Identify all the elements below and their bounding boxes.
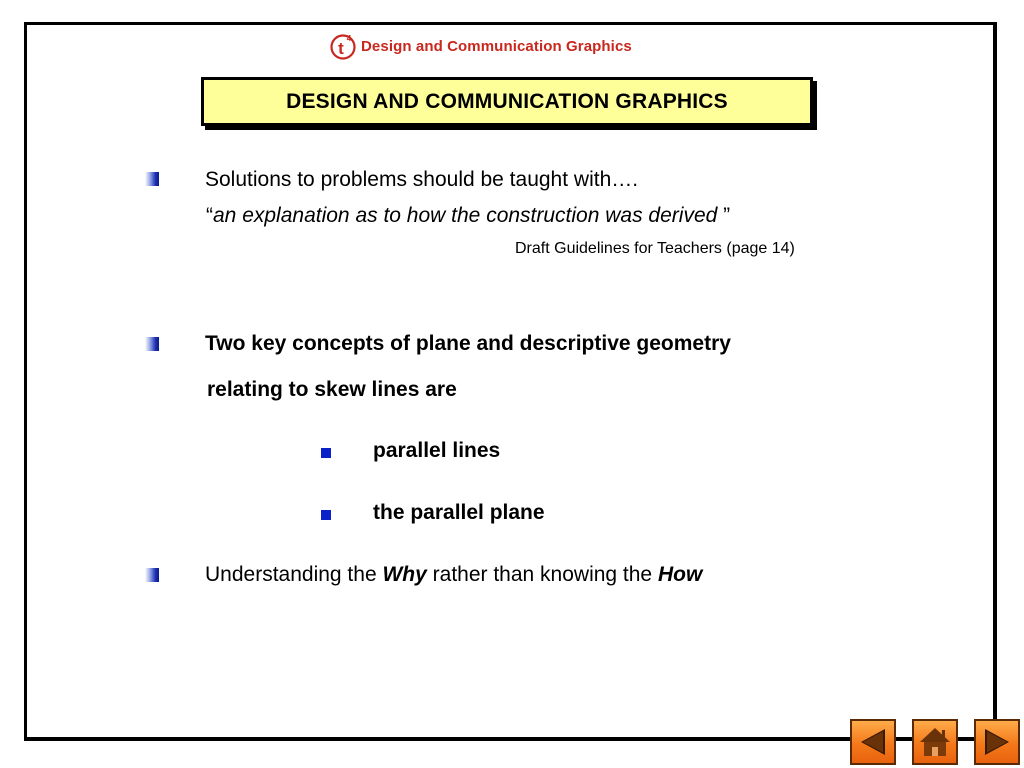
home-icon [914, 721, 956, 763]
title-box [201, 77, 813, 126]
emphasis-how: How [657, 563, 703, 586]
slide-title: DESIGN AND COMMUNICATION GRAPHICS [286, 89, 728, 113]
bullet-3-text [205, 563, 702, 587]
arrow-left-icon [852, 721, 894, 763]
blue-square-bullet-icon [321, 448, 331, 458]
bullet-3-part-1: Understanding the [205, 563, 377, 586]
bullet-1-text: Solutions to problems should be taught with…. [205, 168, 639, 191]
logo-letter: t [338, 39, 344, 58]
home-button[interactable] [912, 719, 958, 765]
quote-open-mark: “ [206, 204, 213, 227]
sub-item-1: parallel lines [373, 439, 501, 462]
bullet-2-line-2: relating to skew lines are [207, 378, 457, 401]
quote-text: an explanation as to how the construction was derived [213, 204, 718, 227]
blue-square-bullet-icon [321, 510, 331, 520]
bullet-2-line-1: Two key concepts of plane and descriptive geometry [205, 332, 731, 355]
gradient-square-bullet-icon [145, 568, 159, 582]
bullet-1-quote [206, 204, 730, 228]
gradient-square-bullet-icon [145, 337, 159, 351]
forward-button[interactable] [974, 719, 1020, 765]
bullet-3-part-2: rather than knowing the [432, 563, 653, 586]
logo-superscript: 4 [346, 34, 352, 43]
brand-text: Design and Communication Graphics [361, 37, 632, 55]
slide-frame [24, 22, 997, 741]
back-button[interactable] [850, 719, 896, 765]
quote-source: Draft Guidelines for Teachers (page 14) [515, 240, 795, 257]
brand-header [329, 31, 632, 61]
quote-close-mark: ” [723, 204, 731, 227]
gradient-square-bullet-icon [145, 172, 159, 186]
sub-item-2: the parallel plane [373, 501, 545, 524]
t4-logo-icon [329, 32, 357, 60]
emphasis-why: Why [382, 563, 427, 586]
arrow-right-icon [976, 721, 1018, 763]
